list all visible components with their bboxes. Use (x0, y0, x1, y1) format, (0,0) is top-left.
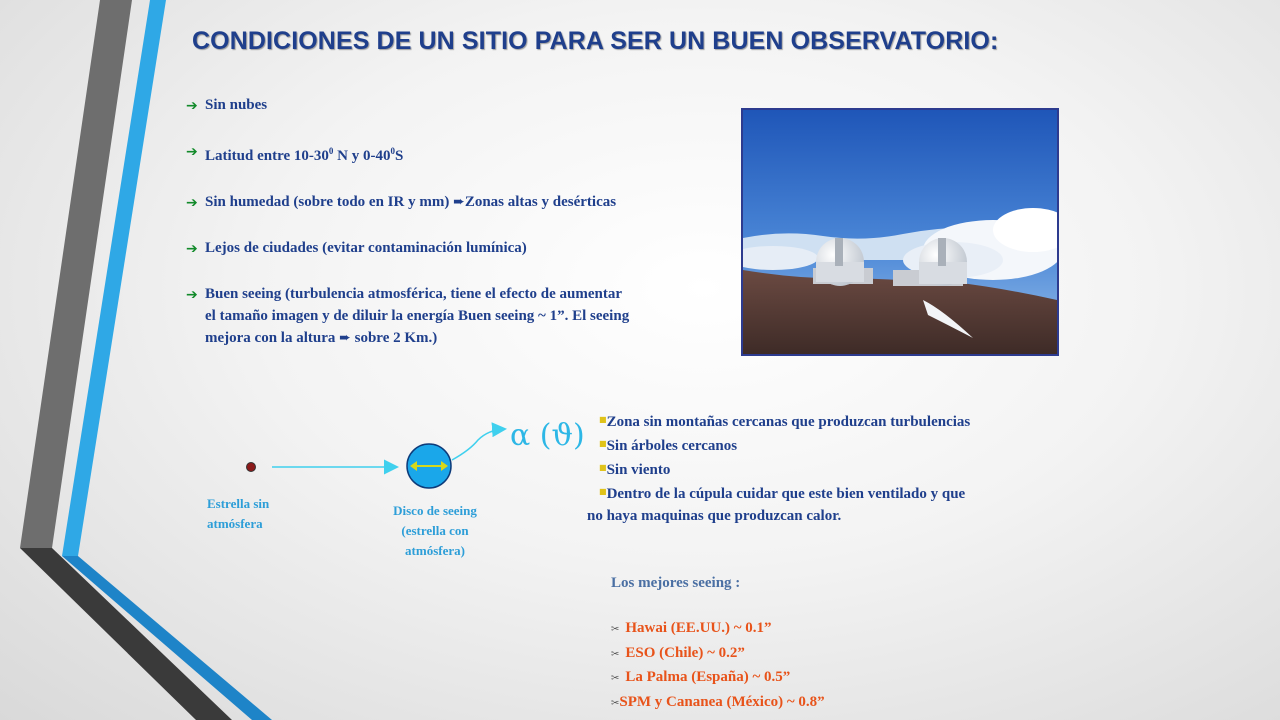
bullet-text: N y 0-40 (333, 148, 391, 164)
bullet-dot-icon: ■ (599, 415, 607, 424)
superscript: 0 (390, 146, 395, 156)
list-item (599, 409, 1079, 433)
right-arrow-icon: ➔ (186, 144, 198, 160)
thick-right-arrow-icon: ➨ (453, 194, 465, 210)
label-line: Estrella sin (207, 496, 270, 511)
item-text: La Palma (España) ~ 0.5” (625, 669, 791, 685)
list-item (611, 666, 825, 691)
scissors-icon: ✂ (611, 697, 620, 709)
bullet-text: sobre 2 Km.) (350, 330, 438, 346)
bullet-dot-icon: ■ (599, 439, 607, 448)
list-item-continuation (587, 505, 1079, 527)
item-text: Dentro de la cúpula cuidar que este bien ventilado y que (606, 486, 966, 502)
superscript: 0 (328, 146, 334, 156)
item-text: Zona sin montañas cercanas que produzcan turbulencias (606, 414, 971, 430)
bullet-text: Buen seeing (turbulencia atmosférica, tiene el efecto de aumentar (205, 286, 622, 302)
item-text: SPM y Cananea (México) ~ 0.8” (619, 693, 825, 710)
bullet-text: Latitud entre 10-30 (205, 148, 329, 164)
label-line: (estrella con (401, 523, 469, 538)
bullet-text: Sin humedad (sobre todo en IR y mm) (205, 194, 454, 210)
scissors-icon: ✂ (611, 648, 620, 660)
right-arrow-icon: ➔ (186, 241, 198, 257)
list-item (599, 481, 1079, 505)
bullet-dot-icon: ■ (599, 487, 607, 496)
disk-label (380, 501, 490, 561)
bullet-text: el tamaño imagen y de diluir la energía Buen seeing ~ 1”. El seeing (205, 308, 630, 324)
site-requirements-list (587, 409, 1079, 527)
scissors-icon: ✂ (611, 624, 620, 635)
bullet-text: S (394, 148, 404, 164)
list-item (611, 642, 825, 667)
star-label (207, 494, 269, 534)
best-seeing-list (611, 617, 825, 715)
right-arrow-icon: ➔ (186, 287, 198, 303)
label-line: Disco de seeing (393, 503, 477, 518)
scissors-icon: ✂ (611, 673, 620, 684)
item-text: Hawai (EE.UU.) ~ 0.1” (625, 620, 772, 636)
list-item (611, 691, 825, 716)
bullet-text: Zonas altas y desérticas (464, 194, 617, 210)
bullet-dot-icon: ■ (599, 463, 607, 472)
best-seeing-title: Los mejores seeing : (611, 575, 741, 591)
list-item (599, 433, 1079, 457)
right-arrow-icon: ➔ (186, 195, 198, 211)
item-text: ESO (Chile) ~ 0.2” (625, 644, 745, 661)
item-text: Sin viento (606, 462, 671, 478)
item-text: no haya maquinas que produzcan calor. (587, 508, 842, 524)
bullet-text: mejora con la altura (205, 330, 340, 346)
label-line: atmósfera (207, 516, 263, 531)
alpha-theta-label: α (ϑ) (510, 418, 585, 453)
bullet-text: Lejos de ciudades (evitar contaminación lumínica) (205, 240, 527, 256)
thick-right-arrow-icon: ➨ (339, 330, 351, 346)
right-arrow-icon: ➔ (186, 98, 198, 114)
label-line: atmósfera) (405, 543, 465, 558)
star-dot (247, 463, 256, 472)
page-title: CONDICIONES DE UN SITIO PARA SER UN BUEN OBSERVATORIO: (192, 27, 999, 55)
bullet-text: Sin nubes (205, 97, 268, 113)
angle-arrow (452, 429, 504, 460)
list-item (599, 457, 1079, 481)
list-item (611, 617, 825, 642)
item-text: Sin árboles cercanos (606, 438, 738, 454)
